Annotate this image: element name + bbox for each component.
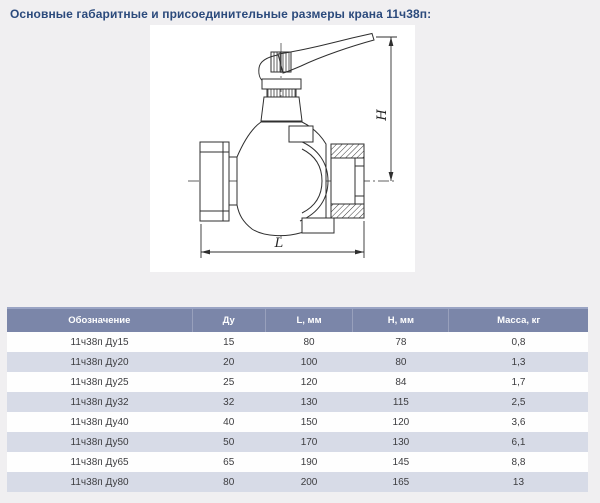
table-row — [7, 432, 588, 452]
dimension-h — [376, 37, 397, 181]
cell: 0,8 — [449, 332, 588, 352]
cell: 11ч38п Ду80 — [7, 472, 192, 492]
cell: 190 — [265, 452, 353, 472]
packing-flange — [262, 79, 301, 89]
cell: 170 — [265, 432, 353, 452]
cell: 130 — [353, 432, 449, 452]
column-header: Обозначение — [7, 308, 192, 332]
cell: 100 — [265, 352, 353, 372]
cell: 2,5 — [449, 392, 588, 412]
table-row — [7, 372, 588, 392]
drawing-panel — [150, 25, 415, 272]
cell: 20 — [192, 352, 265, 372]
dimensions-table — [7, 307, 588, 492]
table-row — [7, 412, 588, 432]
cell: 32 — [192, 392, 265, 412]
page-title: Основные габаритные и присоединительные размеры крана 11ч38п: — [10, 7, 432, 21]
table-body — [7, 332, 588, 492]
cell: 11ч38п Ду32 — [7, 392, 192, 412]
cell: 11ч38п Ду65 — [7, 452, 192, 472]
cell: 150 — [265, 412, 353, 432]
handle-lever — [278, 34, 374, 74]
cell: 145 — [353, 452, 449, 472]
ball-valve-diagram — [150, 25, 415, 272]
cell: 120 — [265, 372, 353, 392]
cell: 115 — [353, 392, 449, 412]
column-header: Н, мм — [353, 308, 449, 332]
cell: 50 — [192, 432, 265, 452]
thread-collar — [267, 89, 296, 97]
union-flange-bottom — [302, 218, 334, 233]
column-header: Масса, кг — [449, 308, 588, 332]
cell: 1,3 — [449, 352, 588, 372]
cell: 84 — [353, 372, 449, 392]
cell: 80 — [192, 472, 265, 492]
column-header: Ду — [192, 308, 265, 332]
cell: 3,6 — [449, 412, 588, 432]
cell: 80 — [353, 352, 449, 372]
cell: 11ч38п Ду40 — [7, 412, 192, 432]
cell: 40 — [192, 412, 265, 432]
cell: 25 — [192, 372, 265, 392]
dimension-label-h: H — [375, 109, 390, 121]
left-coupling — [200, 142, 229, 221]
cell: 130 — [265, 392, 353, 412]
table-header-row — [7, 308, 588, 332]
cell: 78 — [353, 332, 449, 352]
cell: 6,1 — [449, 432, 588, 452]
cell: 15 — [192, 332, 265, 352]
cell: 11ч38п Ду50 — [7, 432, 192, 452]
column-header: L, мм — [265, 308, 353, 332]
cell: 11ч38п Ду15 — [7, 332, 192, 352]
table-row — [7, 332, 588, 352]
union-flange-top — [289, 126, 313, 142]
dimension-label-l: L — [274, 236, 284, 251]
table-row — [7, 452, 588, 472]
cell: 65 — [192, 452, 265, 472]
table-row — [7, 352, 588, 372]
table-row — [7, 472, 588, 492]
bonnet — [261, 97, 302, 121]
cell: 8,8 — [449, 452, 588, 472]
cell: 165 — [353, 472, 449, 492]
table-row — [7, 392, 588, 412]
cell: 200 — [265, 472, 353, 492]
cell: 11ч38п Ду20 — [7, 352, 192, 372]
cell: 120 — [353, 412, 449, 432]
cell: 80 — [265, 332, 353, 352]
cell: 13 — [449, 472, 588, 492]
cell: 1,7 — [449, 372, 588, 392]
cell: 11ч38п Ду25 — [7, 372, 192, 392]
